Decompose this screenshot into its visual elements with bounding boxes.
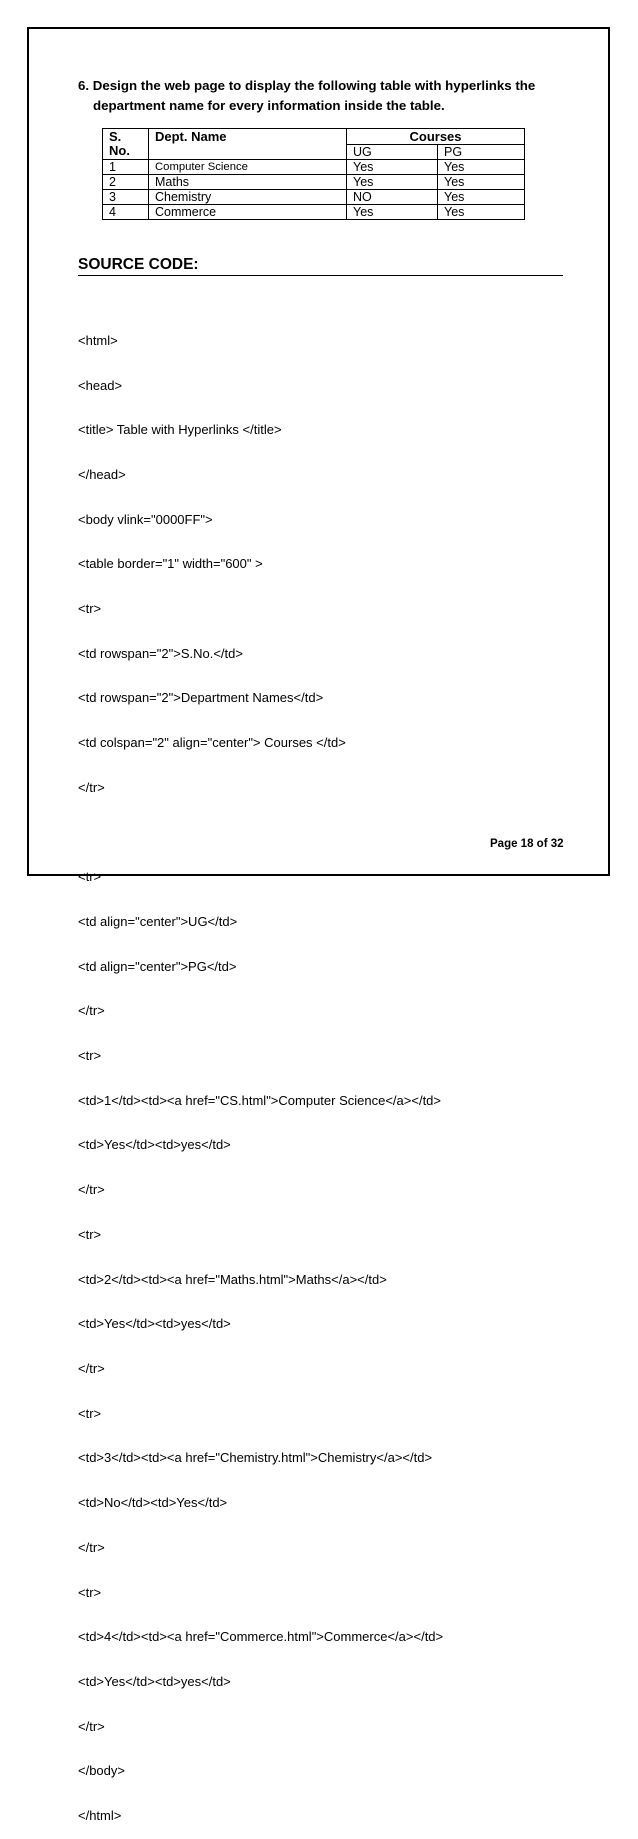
row-sno: 1 — [103, 160, 149, 175]
code-line: <td>No</td><td>Yes</td> — [78, 1495, 228, 1511]
code-line: </tr> — [78, 1003, 105, 1019]
code-line: <tr> — [78, 601, 102, 617]
code-line: <table border="1" width="600" > — [78, 556, 263, 572]
code-line: <tr> — [78, 1405, 102, 1421]
code-line: <td>4</td><td><a href="Commerce.html">Commerce</a></td> — [78, 1629, 444, 1645]
code-line: </tr> — [78, 1360, 105, 1376]
heading-underline — [78, 275, 563, 276]
code-line: <td>Yes</td><td>yes</td> — [78, 1137, 231, 1153]
question-line-2: department name for every information inside the table. — [93, 98, 445, 113]
row-dept-name: Commerce — [149, 205, 347, 220]
row-ug: Yes — [347, 205, 438, 220]
code-line: <html> — [78, 332, 118, 348]
table-header-row — [103, 129, 525, 145]
row-sno: 4 — [103, 205, 149, 220]
code-line: </tr> — [78, 1539, 105, 1555]
code-line: <td>2</td><td><a href="Maths.html">Maths</a></td> — [78, 1271, 387, 1287]
code-line: <td colspan="2" align="center"> Courses </td> — [78, 735, 346, 751]
header-courses: Courses — [347, 129, 525, 145]
table-row — [103, 205, 525, 220]
table-row — [103, 175, 525, 190]
code-line: <title> Table with Hyperlinks </title> — [78, 422, 282, 438]
row-sno: 2 — [103, 175, 149, 190]
row-pg: Yes — [438, 205, 525, 220]
code-line: <body vlink="0000FF"> — [78, 511, 213, 527]
code-line: <tr> — [78, 1584, 102, 1600]
row-dept-name: Chemistry — [149, 190, 347, 205]
code-line: <td align="center">UG</td> — [78, 913, 238, 929]
source-code-block — [78, 304, 443, 1839]
question-line-1: 6. Design the web page to display the following table with hyperlinks the — [78, 78, 536, 93]
row-ug: Yes — [347, 175, 438, 190]
code-line — [78, 826, 443, 841]
row-sno: 3 — [103, 190, 149, 205]
code-line: </tr> — [78, 779, 105, 795]
page-number: Page 18 of 32 — [490, 838, 564, 850]
code-line: <td align="center">PG</td> — [78, 958, 237, 974]
code-line: </head> — [78, 466, 126, 482]
code-line: <td>1</td><td><a href="CS.html">Computer Science</a></td> — [78, 1092, 441, 1108]
code-line: </body> — [78, 1763, 125, 1779]
row-dept-name: Computer Science — [149, 160, 347, 175]
department-table — [102, 128, 525, 220]
row-ug: NO — [347, 190, 438, 205]
row-pg: Yes — [438, 190, 525, 205]
code-line: <td rowspan="2">Department Names</td> — [78, 690, 324, 706]
row-ug: Yes — [347, 160, 438, 175]
code-line: <tr> — [78, 1226, 102, 1242]
row-pg: Yes — [438, 175, 525, 190]
header-pg: PG — [438, 145, 525, 160]
code-line: <td>3</td><td><a href="Chemistry.html">Chemistry</a></td> — [78, 1450, 433, 1466]
header-sno: S. No. — [103, 129, 149, 160]
code-line: </tr> — [78, 1718, 105, 1734]
table-row — [103, 190, 525, 205]
row-dept-name: Maths — [149, 175, 347, 190]
source-code-heading: SOURCE CODE: — [78, 256, 199, 273]
code-line: <tr> — [78, 869, 102, 885]
code-line: </tr> — [78, 1182, 105, 1198]
code-line: <td rowspan="2">S.No.</td> — [78, 645, 243, 661]
code-line: </html> — [78, 1808, 122, 1824]
header-ug: UG — [347, 145, 438, 160]
table-row — [103, 160, 525, 175]
header-dept-name: Dept. Name — [149, 129, 347, 160]
code-line: <td>Yes</td><td>yes</td> — [78, 1673, 231, 1689]
code-line: <td>Yes</td><td>yes</td> — [78, 1316, 231, 1332]
code-line: <head> — [78, 377, 123, 393]
code-line: <tr> — [78, 1048, 102, 1064]
row-pg: Yes — [438, 160, 525, 175]
